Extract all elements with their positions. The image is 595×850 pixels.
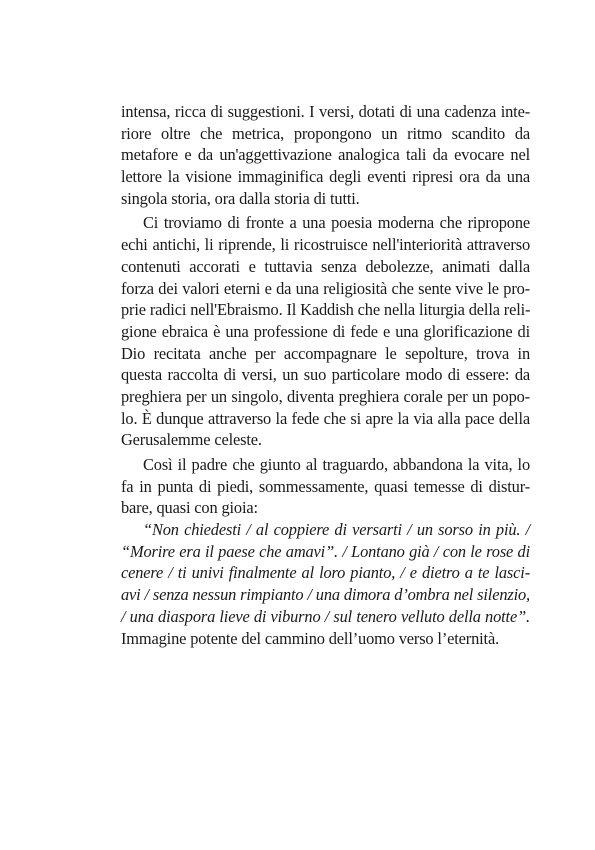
text-line: metafore e da un'aggettivazione analogica tali da evocare nel — [121, 145, 530, 165]
text-line: bare, quasi con gioia: — [121, 498, 258, 518]
paragraph-1 — [121, 101, 530, 209]
text-line: singola storia, ora dalla storia di tutti. — [121, 188, 360, 208]
quote-line: “Morire era il paese che amavi”. / Lontano già / con le rose di — [121, 541, 530, 561]
paragraph-3 — [121, 454, 530, 519]
text-line: fa in punta di piedi, sommessamente, quasi temesse di distur- — [121, 476, 530, 496]
text-line: Ci troviamo di fronte a una poesia moderna che ripropone — [143, 213, 530, 233]
text-line: riore oltre che metrica, propongono un ritmo scandito da — [121, 123, 530, 143]
closing-sentence — [121, 628, 530, 650]
text-line: intensa, ricca di suggestioni. I versi, dotati di una cadenza inte- — [121, 102, 530, 121]
text-line: questa raccolta di versi, un suo particolare modo di essere: da — [121, 365, 530, 385]
quotation — [121, 519, 530, 627]
text-line: contenuti accorati e tuttavia senza debolezze, animati dalla — [121, 256, 530, 276]
text-line: preghiera per un singolo, diventa preghiera corale per un popo- — [121, 386, 530, 406]
body-text — [121, 101, 530, 649]
text-line: Immagine potente del cammino dell’uomo verso l’eternità. — [121, 628, 500, 648]
text-line: forza dei valori eterni e da una religiosità che sente vive le pro- — [121, 278, 530, 298]
text-line: Gerusalemme celeste. — [121, 430, 262, 450]
text-line: echi antichi, li riprende, li ricostruisce nell'interiorità attraverso — [121, 235, 530, 255]
text-line: Così il padre che giunto al traguardo, abbandona la vita, lo — [143, 455, 530, 474]
text-line: Dio recitata anche per accompagnare le sepolture, trova in — [121, 343, 530, 363]
quote-line: cenere / ti univi finalmente al loro pianto, / e dietro a te lasci- — [121, 563, 530, 583]
text-line: lettore la visione immaginifica degli eventi ripresi ora da una — [121, 167, 530, 187]
text-line: prie radici nell'Ebraismo. Il Kaddish che nella liturgia della reli- — [121, 300, 531, 320]
quote-line: “Non chiedesti / al coppiere di versarti / un sorso in più. / — [143, 520, 530, 540]
quote-line: avi / senza nessun rimpianto / una dimora d’ombra nel silenzio, — [121, 585, 530, 605]
quote-line: / una diaspora lieve di viburno / sul tenero velluto della notte”. — [121, 606, 530, 626]
text-line: lo. È dunque attraverso la fede che si apre la via alla pace della — [121, 408, 530, 428]
paragraph-2 — [121, 212, 530, 451]
text-line: gione ebraica è una professione di fede e una glorificazione di — [121, 321, 530, 341]
